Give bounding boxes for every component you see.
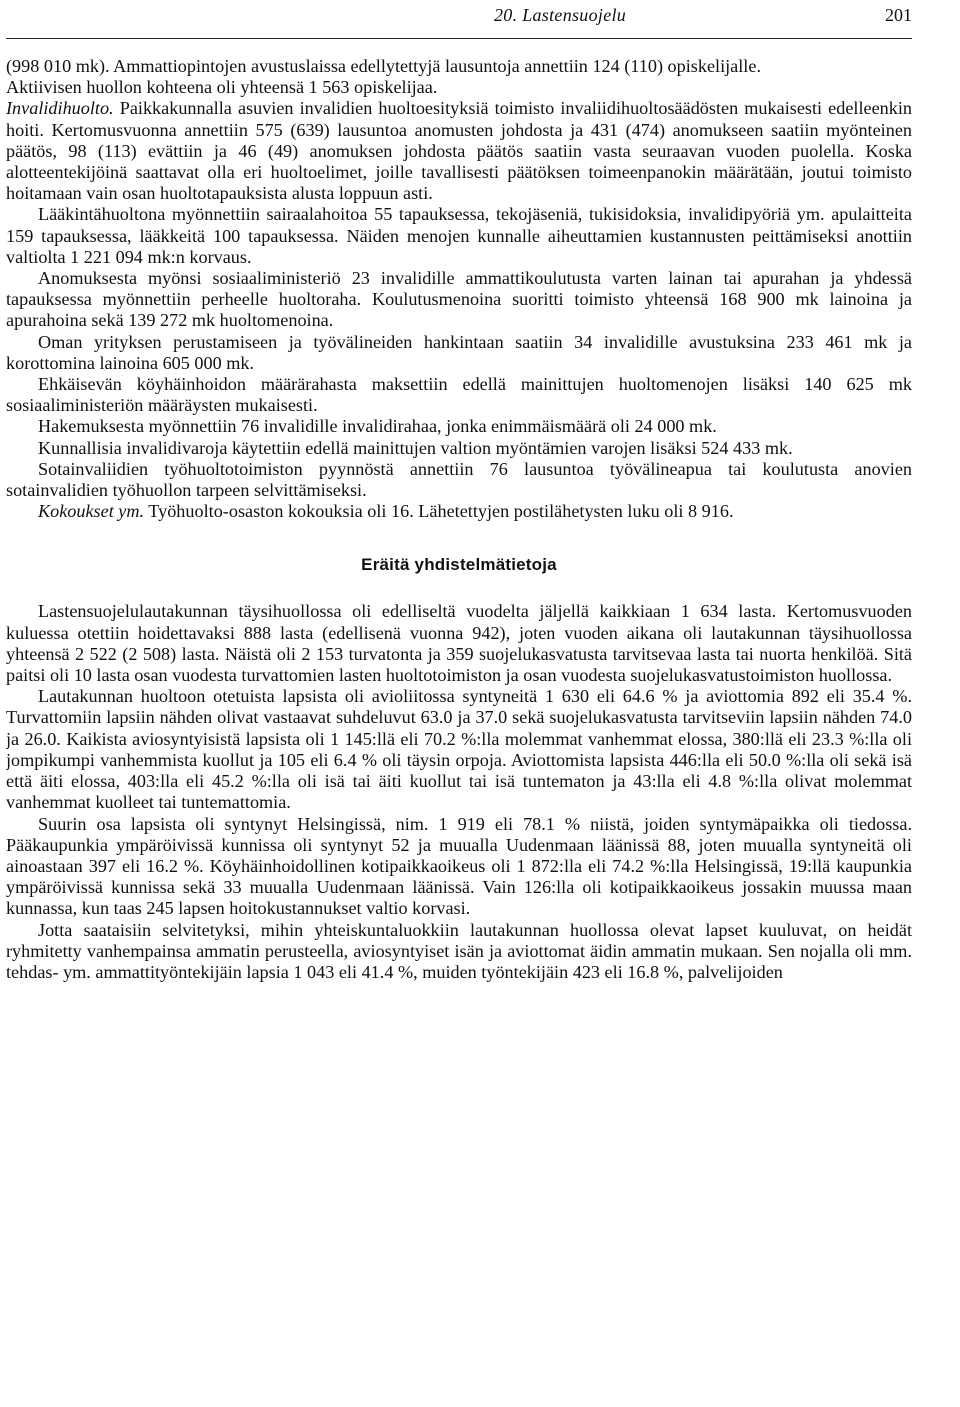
chapter-title: 20. Lastensuojelu (494, 5, 627, 25)
paragraph: Kunnallisia invalidivaroja käytettiin edellä mainittujen valtion myöntämien varojen lisäksi 524 433 mk. (38, 437, 793, 458)
paragraph: Lääkintähuoltona myönnettiin sairaalahoitoa 55 tapauksessa, tekojäseniä, tukisidoksia, invalidipyöriä ym. apulaitteita 159 tapauksessa, lääkkeitä 100 tapauksessa. Näiden menojen kunnalle aiheuttamien kustannusten peittämiseksi anottiin valtiolta 1 221 094 mk:n korvaus. (6, 204, 912, 267)
paragraph-text: Työhuolto-osaston kokouksia oli 16. Lähetettyjen postilähetysten luku oli 8 916. (148, 501, 734, 522)
paragraph: Suurin osa lapsista oli syntynyt Helsingissä, nim. 1 919 eli 78.1 % niistä, joiden syntymäpaikka oli tiedossa. Pääkaupunkia ympäröivissä kunnissa oli syntynyt 52 ja muualla Uudenmaan läänissä 88, joten muualla syntyneitä oli ainoastaan 397 eli 16.2 %. Köyhäinhoidollinen kotipaikkaoikeus oli 1 872:lla eli 74.2 %:lla Helsingissä, 19:llä kaupunkia ympäröivissä kunnissa sekä 33 muualla Uudenmaan läänissä. Vain 126:lla oli kotipaikkaoikeus jossakin muussa maan kunnassa, kun taas 245 lapsen hoitokustannukset valtio korvasi. (6, 813, 912, 919)
paragraph: Sotainvaliidien työhuoltotoimiston pyynnöstä annettiin 76 lausuntoa työvälineapua tai koulutusta anovien sotainvalidien työhuollon tarpeen selvittämiseksi. (6, 458, 912, 501)
paragraph: Hakemuksesta myönnettiin 76 invalidille invalidirahaa, jonka enimmäismäärä oli 24 000 mk. (38, 416, 717, 437)
italic-label: Invalidihuolto. (6, 98, 114, 119)
body-text (6, 56, 912, 522)
paragraph: Anomuksesta myönsi sosiaaliministeriö 23 invalidille ammattikoulutusta varten lainan tai apurahan ja yhdessä tapauksessa myönnettiin perheelle huoltoraha. Koulutusmenoina suoritti toimisto yhteensä 168 900 mk lainoina ja apurahoina sekä 139 272 mk huoltomenoina. (6, 268, 912, 331)
paragraph-invalidihuolto (6, 98, 912, 204)
page-number: 201 (885, 5, 912, 25)
paragraph-text: Paikkakunnalla asuvien invalidien huoltoesityksiä toimisto invaliidihuoltosäädösten mukaisesti edelleenkin hoiti. Kertomusvuonna annettiin 575 (639) lausuntoa anomusten johdosta ja 431 (474) anomukseen saatiin myönteinen päätös, 98 (113) evättiin ja 46 (49) anomuksen johdosta päätös saatiin vasta seuraavan vuoden puolella. Koska alotteentekijöinä saattavat olla eri huoltoelimet, joille tavallisesti päätöksen toimeenpanokin määrätään, joutui toimisto hoitamaan vain osan huoltotapauksista alusta loppuun asti. (6, 98, 912, 204)
paragraph: Lautakunnan huoltoon otetuista lapsista oli avioliitossa syntyneitä 1 630 eli 64.6 % ja aviottomia 892 eli 35.4 %. Turvattomiin lapsiin nähden olivat vastaavat suhdeluvut 63.0 ja 37.0 sekä suojelukasvatusta tarvitseviin lapsiin nähden 74.0 ja 26.0. Kaikista aviosyntyisistä lapsista oli 1 145:llä eli 70.2 %:lla molemmat vanhemmat elossa, 380:llä eli 23.3 %:lla oli jompikumpi vanhemmista kuollut ja 105 eli 6.4 % oli täysin orpoja. Aviottomista lapsista 446:lla eli 50.0 %:lla oli sekä isä että äiti elossa, 403:lla eli 45.2 %:lla oli isä tai äiti kuollut tai isä tuntematon ja 43:lla eli 4.8 %:lla olivat molemmat vanhemmat kuolleet tai tuntemattomia. (6, 686, 912, 813)
italic-label: Kokoukset ym. (38, 501, 145, 522)
paragraph: Lastensuojelulautakunnan täysihuollossa oli edelliseltä vuodelta jäljellä kaikkiaan 1 634 lasta. Kertomusvuoden kuluessa otettiin hoidettavaksi 888 lasta (edellisenä vuonna 942), joten vuoden aikana oli lautakunnan täysihuollossa yhteensä 2 522 (2 508) lasta. Näistä oli 2 153 turvatonta ja 359 suojelukasvatusta tarvitsevaa lasta tai nuorta henkilöä. Sitä paitsi oli 10 lasta osan vuodesta turvattomien lasten huoltotoimiston ja osan vuodesta suojelukasvatustoimiston huollossa. (6, 601, 912, 686)
paragraph-kokoukset (6, 501, 912, 522)
section-heading: Eräitä yhdistelmätietoja (361, 555, 557, 575)
document-page (6, 0, 912, 1407)
running-header (6, 0, 912, 39)
paragraph: Jotta saataisiin selvitetyksi, mihin yhteiskuntaluokkiin lautakunnan huollossa olevat lapset kuuluvat, on heidät ryhmitetty vanhempainsa ammatin perusteella, aviosyntyiset isän ja aviottomat äidin ammatin mukaan. Sen nojalla oli mm. tehdas- ym. ammattityöntekijäin lapsia 1 043 eli 41.4 %, muiden työntekijäin 423 eli 16.8 %, palvelijoiden (6, 919, 912, 982)
paragraph: Aktiivisen huollon kohteena oli yhteensä 1 563 opiskelijaa. (6, 77, 438, 98)
paragraph: (998 010 mk). Ammattiopintojen avustuslaissa edellytettyjä lausuntoja annettiin 124 (110) opiskelijalle. (6, 56, 761, 76)
section-text (6, 601, 912, 983)
paragraph: Oman yrityksen perustamiseen ja työvälineiden hankintaan saatiin 34 invalidille avustuksina 233 461 mk ja korottomina lainoina 605 000 mk. (6, 331, 912, 373)
paragraph: Ehkäisevän köyhäinhoidon määrärahasta maksettiin edellä mainittujen huoltomenojen lisäksi 140 625 mk sosiaaliministeriön määräysten mukaisesti. (6, 374, 912, 416)
